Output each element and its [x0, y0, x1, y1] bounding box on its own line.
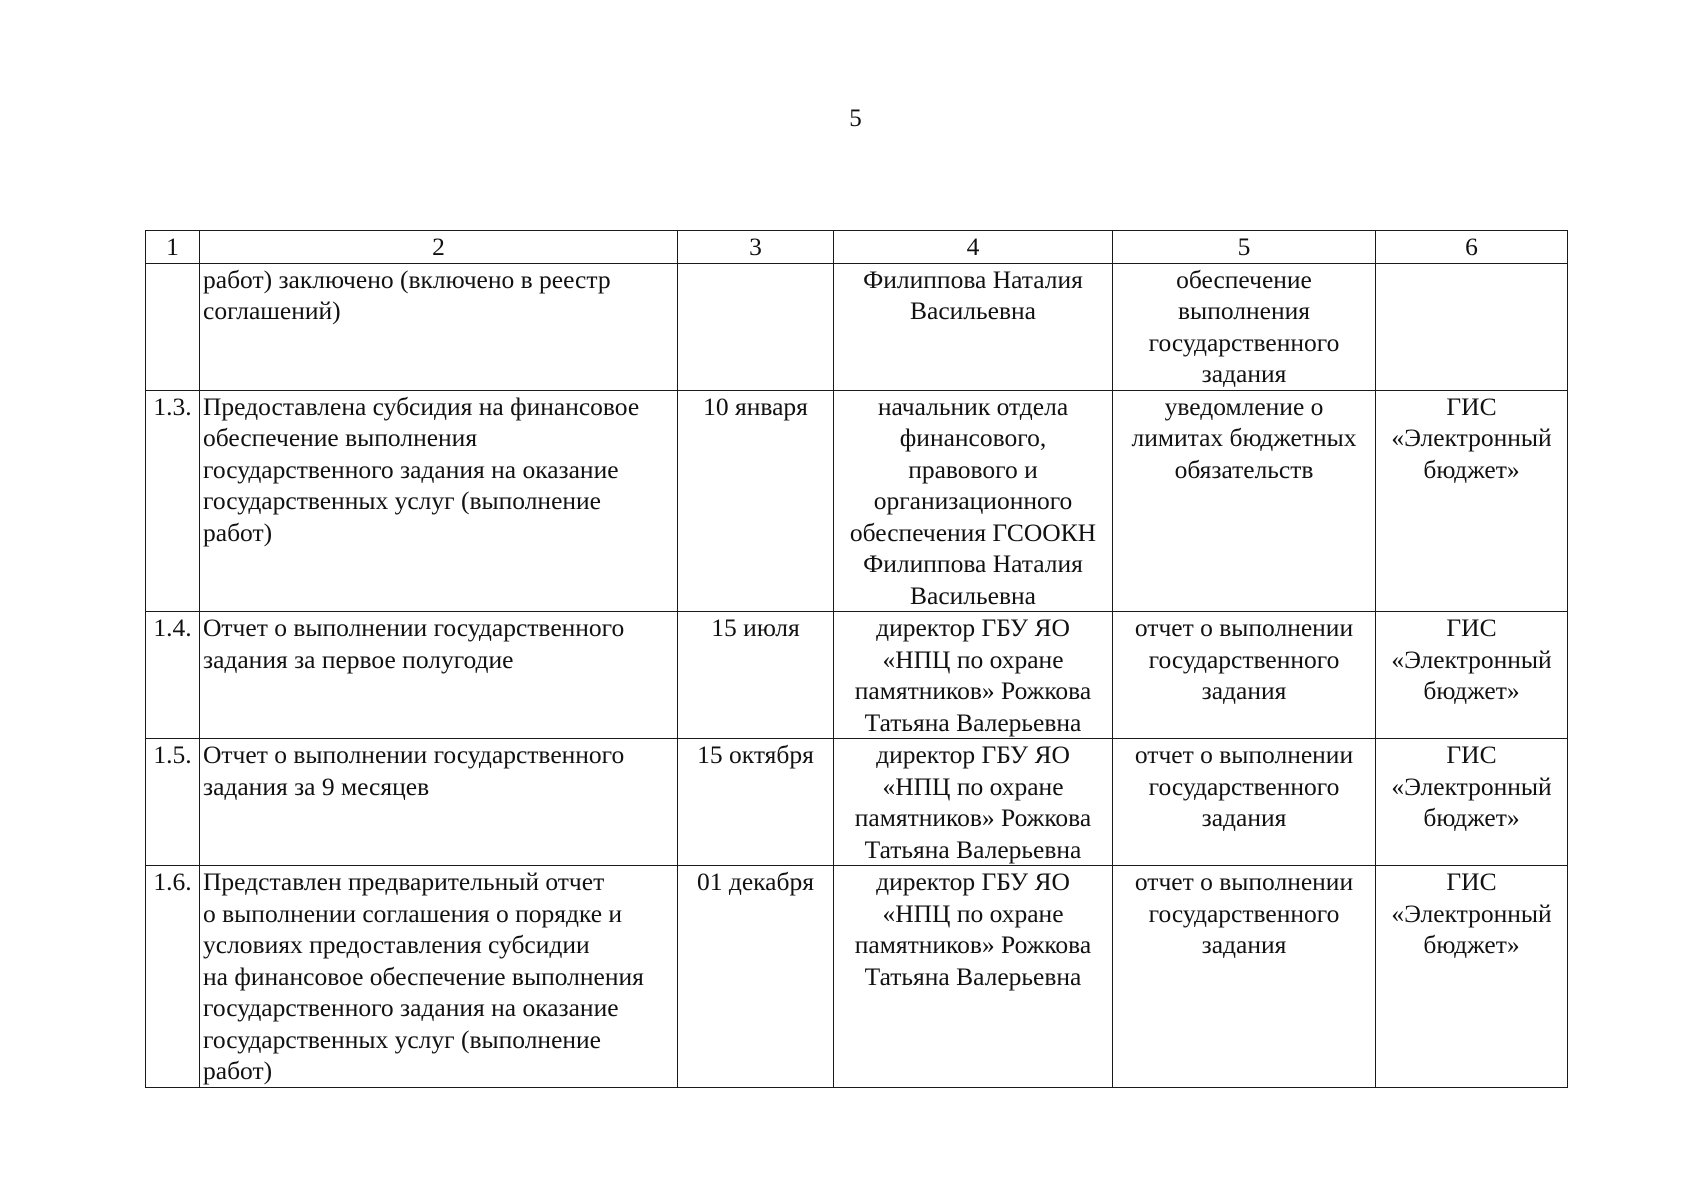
- schedule-table: [145, 230, 1568, 1088]
- information-system-line: «Электронный: [1391, 771, 1552, 801]
- result-document-line: задания: [1201, 930, 1287, 959]
- information-system-line: ГИС: [1446, 391, 1497, 421]
- task-description-line: на финансовое обеспечение выполнения: [203, 961, 644, 991]
- task-description-cell: [200, 739, 678, 866]
- result-document-line: отчет о выполнении: [1134, 740, 1354, 769]
- information-system-cell: [1376, 739, 1568, 866]
- due-date-cell: [678, 390, 834, 612]
- result-document-line: государственного: [1148, 327, 1340, 357]
- task-description-line: Предоставлена субсидия на финансовое: [203, 391, 640, 421]
- information-system-line: бюджет»: [1423, 454, 1520, 484]
- responsible-person-line: директор ГБУ ЯО: [876, 867, 1070, 896]
- column-header-1: 1: [146, 231, 200, 264]
- responsible-person-line: «НПЦ по охране: [882, 771, 1064, 801]
- responsible-person-cell: [834, 263, 1113, 390]
- responsible-person-line: памятников» Рожкова: [854, 930, 1092, 959]
- item-number-cell: [146, 612, 200, 739]
- table-row: [146, 390, 1568, 612]
- column-header-3: 3: [678, 231, 834, 264]
- page-number: 5: [849, 105, 862, 132]
- result-document-line: отчет о выполнении: [1134, 613, 1354, 642]
- information-system-line: бюджет»: [1423, 930, 1520, 959]
- due-date-cell: [678, 866, 834, 1088]
- result-document-cell: [1113, 263, 1376, 390]
- responsible-person-line: финансового,: [899, 423, 1047, 452]
- information-system-line: бюджет»: [1423, 803, 1520, 832]
- information-system-line: ГИС: [1446, 613, 1497, 642]
- responsible-person-cell: [834, 612, 1113, 739]
- table-row: [146, 263, 1568, 390]
- column-header-2: 2: [200, 231, 678, 264]
- task-description-line: работ): [203, 517, 273, 547]
- responsible-person-line: обеспечения ГСООКН: [849, 517, 1097, 547]
- information-system-cell: [1376, 866, 1568, 1088]
- task-description-cell: [200, 263, 678, 390]
- information-system-line: бюджет»: [1423, 676, 1520, 705]
- information-system-line: «Электронный: [1391, 423, 1552, 452]
- item-number: 1.6.: [153, 867, 192, 896]
- result-document-cell: [1113, 390, 1376, 612]
- result-document-line: задания: [1201, 676, 1287, 705]
- task-description-line: государственных услуг (выполнение: [203, 1024, 602, 1054]
- result-document-cell: [1113, 739, 1376, 866]
- result-document-cell: [1113, 612, 1376, 739]
- column-header-5: 5: [1113, 231, 1376, 264]
- due-date-cell: [678, 263, 834, 390]
- task-description-line: соглашений): [203, 296, 341, 325]
- result-document-line: государственного: [1148, 771, 1340, 801]
- responsible-person-line: Татьяна Валерьевна: [864, 707, 1082, 737]
- task-description-cell: [200, 390, 678, 612]
- due-date: 15 октября: [697, 740, 814, 769]
- information-system-line: ГИС: [1446, 740, 1497, 769]
- result-document-line: выполнения: [1178, 296, 1310, 325]
- responsible-person-line: памятников» Рожкова: [854, 803, 1092, 832]
- information-system-line: «Электронный: [1391, 898, 1552, 928]
- information-system-line: «Электронный: [1391, 644, 1552, 674]
- result-document-line: лимитах бюджетных: [1131, 423, 1357, 452]
- responsible-person-line: правового и: [908, 454, 1038, 484]
- item-number-cell: [146, 390, 200, 612]
- responsible-person-line: памятников» Рожкова: [854, 676, 1092, 705]
- result-document-line: задания: [1201, 359, 1287, 388]
- information-system-cell: [1376, 263, 1568, 390]
- item-number: 1.4.: [153, 613, 192, 642]
- task-description-cell: [200, 866, 678, 1088]
- due-date: 10 января: [703, 391, 808, 421]
- responsible-person-line: «НПЦ по охране: [882, 898, 1064, 928]
- result-document-line: обязательств: [1174, 454, 1314, 484]
- result-document-line: государственного: [1148, 898, 1340, 928]
- result-document-line: государственного: [1148, 644, 1340, 674]
- column-number-row: [146, 231, 1568, 264]
- responsible-person-line: Татьяна Валерьевна: [864, 961, 1082, 991]
- task-description-line: Отчет о выполнении государственного: [203, 740, 625, 769]
- table-row: [146, 739, 1568, 866]
- task-description-line: задания за первое полугодие: [203, 644, 514, 674]
- result-document-line: уведомление о: [1164, 391, 1324, 421]
- item-number-cell: [146, 263, 200, 390]
- column-header-4: 4: [834, 231, 1113, 264]
- task-description-line: государственных услуг (выполнение: [203, 486, 602, 515]
- responsible-person-line: начальник отдела: [877, 391, 1069, 421]
- result-document-line: задания: [1201, 803, 1287, 832]
- responsible-person-cell: [834, 739, 1113, 866]
- result-document-line: обеспечение: [1176, 264, 1312, 294]
- responsible-person-line: директор ГБУ ЯО: [876, 613, 1070, 642]
- responsible-person-cell: [834, 390, 1113, 612]
- item-number-cell: [146, 739, 200, 866]
- responsible-person-line: Васильевна: [910, 580, 1036, 610]
- responsible-person-line: организационного: [873, 486, 1073, 515]
- table-row: [146, 612, 1568, 739]
- due-date: 15 июля: [711, 613, 800, 642]
- responsible-person-line: Васильевна: [910, 296, 1036, 325]
- task-description-line: Отчет о выполнении государственного: [203, 613, 625, 642]
- responsible-person-cell: [834, 866, 1113, 1088]
- due-date-cell: [678, 739, 834, 866]
- task-description-line: государственного задания на оказание: [203, 454, 619, 484]
- task-description-line: о выполнении соглашения о порядке и: [203, 898, 623, 928]
- item-number: 1.3.: [153, 391, 192, 421]
- information-system-cell: [1376, 612, 1568, 739]
- task-description-line: задания за 9 месяцев: [203, 771, 430, 801]
- task-description-line: обеспечение выполнения: [203, 423, 478, 452]
- responsible-person-line: «НПЦ по охране: [882, 644, 1064, 674]
- task-description-line: условиях предоставления субсидии: [203, 930, 590, 959]
- result-document-cell: [1113, 866, 1376, 1088]
- information-system-line: ГИС: [1446, 867, 1497, 896]
- responsible-person-line: Татьяна Валерьевна: [864, 834, 1082, 864]
- item-number: 1.5.: [153, 740, 192, 769]
- due-date-cell: [678, 612, 834, 739]
- result-document-line: отчет о выполнении: [1134, 867, 1354, 896]
- responsible-person-line: директор ГБУ ЯО: [876, 740, 1070, 769]
- task-description-cell: [200, 612, 678, 739]
- task-description-line: государственного задания на оказание: [203, 993, 619, 1022]
- responsible-person-line: Филиппова Наталия: [863, 264, 1083, 294]
- responsible-person-line: Филиппова Наталия: [863, 549, 1083, 578]
- task-description-line: Представлен предварительный отчет: [203, 867, 605, 896]
- item-number-cell: [146, 866, 200, 1088]
- table-row: [146, 866, 1568, 1088]
- due-date: 01 декабря: [697, 867, 814, 896]
- task-description-line: работ): [203, 1056, 273, 1085]
- column-header-6: 6: [1376, 231, 1568, 264]
- task-description-line: работ) заключено (включено в реестр: [203, 264, 611, 294]
- information-system-cell: [1376, 390, 1568, 612]
